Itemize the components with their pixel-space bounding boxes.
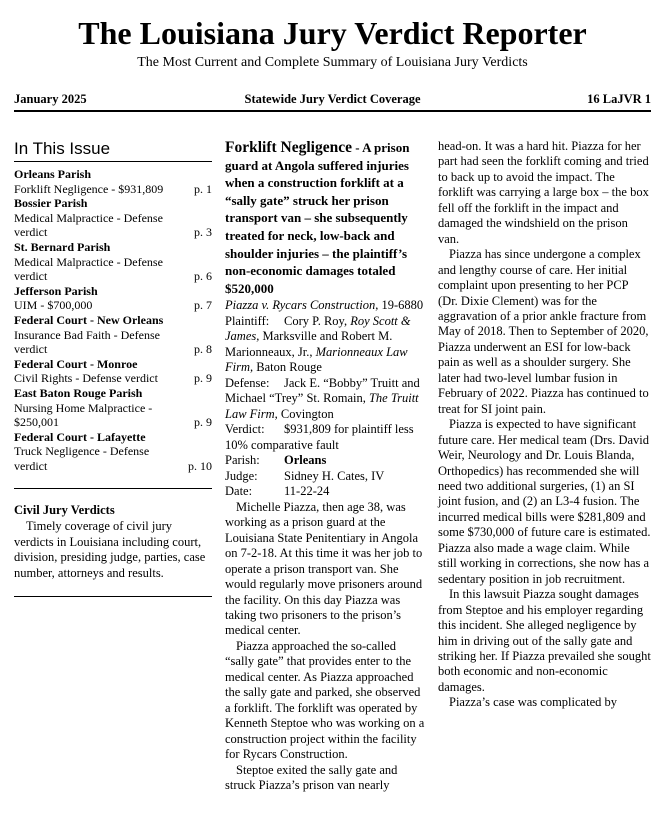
plaintiff-attorney: Cory P. Roy, (284, 313, 351, 328)
verdict-label: Verdict: (225, 422, 265, 437)
case-name: Piazza v. Rycars Construction (225, 298, 376, 313)
verdict-value: $931,809 for plaintiff less 10% comparative fault (225, 422, 414, 452)
toc-entry (14, 240, 212, 284)
toc-entry (14, 196, 212, 240)
toc-case (14, 211, 212, 240)
plaintiff-firm-1: Roy Scott & James, (225, 313, 411, 344)
toc-case (14, 328, 212, 357)
toc-case (14, 182, 212, 197)
toc-case (14, 371, 212, 386)
plaintiff-city: Baton Rouge (253, 360, 322, 375)
toc-page-number: p. 9 (194, 415, 212, 430)
date-value: 11-22-24 (284, 484, 330, 499)
divider (14, 596, 212, 597)
toc-case (14, 444, 212, 473)
toc-case-title: Forklift Negligence - $931,809 (14, 181, 164, 196)
plaintiff-line (225, 314, 426, 376)
toc-entry (14, 430, 212, 474)
toc-entry (14, 167, 212, 196)
page-title: The Louisiana Jury Verdict Reporter (78, 15, 587, 51)
parish-label: Parish: (225, 453, 260, 468)
article-paragraph: Piazza approached the so-called “sally gate” that provides enter to the medical center. As Piazza approached the sally gate and parked, she observed a forklift. The forklift was operated by Kenneth Steptoe who was working on a construction project within the facility for Rycars Construction. (225, 638, 425, 762)
toc-court: Bossier Parish (14, 196, 88, 211)
toc-entry (14, 313, 212, 357)
toc-page-number: p. 6 (194, 269, 212, 284)
toc-page-number: p. 8 (194, 342, 212, 357)
verdict-line (225, 422, 426, 453)
defense-label: Defense: (225, 375, 270, 390)
article-paragraph: Piazza’s case was complicated by (449, 695, 617, 710)
blurb-title: Civil Jury Verdicts (14, 503, 115, 518)
header-bar (14, 92, 651, 112)
article-paragraph: head-on. It was a hard hit. Piazza for her part had seen the forklift coming and tried to back up to avoid the impact. The forklift was carrying a large box – the box fell off the forklift in the impact and damaged the windshield on the prison van. (438, 139, 649, 246)
content-columns (14, 139, 651, 793)
toc-case-title: Civil Rights - Defense verdict (14, 371, 158, 386)
judge-value: Sidney H. Cates, IV (284, 468, 385, 483)
headline-summary: - A prison guard at Angola suffered injuries when a construction forklift at a “sally gate” struck her prison transport van – she subsequently treated for neck, low-back and shoulder injuries – the plaintiff’s non-economic damages totaled $520,000 (225, 140, 410, 296)
toc-case (14, 298, 212, 313)
toc-page-number: p. 10 (188, 458, 212, 473)
toc-entry (14, 386, 212, 430)
defense-attorneys: Jack E. “Bobby” Truitt and Michael “Trey” St. Romain, (225, 375, 420, 406)
toc-court: Federal Court - Monroe (14, 356, 138, 371)
toc-court: Federal Court - Lafayette (14, 429, 146, 444)
toc-court: Federal Court - New Orleans (14, 312, 164, 327)
toc-page-number: p. 9 (194, 371, 212, 386)
toc-court: St. Bernard Parish (14, 239, 111, 254)
case-citation (225, 298, 426, 314)
article-column-2 (438, 139, 651, 793)
page-subtitle: The Most Current and Complete Summary of Louisiana Jury Verdicts (137, 55, 528, 70)
headline-lead: Forklift Negligence (225, 139, 352, 156)
toc-case-title: Medical Malpractice - Defense verdict (14, 254, 163, 284)
divider (14, 488, 212, 489)
toc-court: Orleans Parish (14, 167, 91, 181)
case-number: , 19-6880 (375, 298, 424, 313)
date-label: Date: (225, 484, 253, 499)
article-column-1 (225, 139, 426, 793)
defense-firm: The Truitt Law Firm, (225, 391, 419, 421)
defense-city: Covington (277, 406, 334, 421)
toc-entry (14, 284, 212, 313)
plaintiff-firm-2: Marionneaux Law Firm, (225, 344, 408, 375)
toc-list (14, 167, 212, 473)
toc-case-title: Truck Negligence - Defense verdict (14, 444, 150, 473)
toc-case-title: Medical Malpractice - Defense verdict (14, 210, 163, 240)
toc-case-title: UIM - $700,000 (14, 298, 93, 313)
plaintiff-attorney-2: Marksville and Robert M. Marionneaux, Jr., (225, 329, 393, 359)
toc-court: East Baton Rouge Parish (14, 385, 143, 400)
plaintiff-label: Plaintiff: (225, 313, 270, 328)
defense-line (225, 376, 426, 423)
toc-case-title: Insurance Bad Faith - Defense verdict (14, 327, 160, 357)
article-paragraph: Piazza is expected to have significant future care. Her medical team (Drs. David Weir, Neurology and Dr. Louis Blanda, Orthopedics) has recommended she will need two additional surgeries, (1) an SI joint fusion, and (2) an L3-4 fusion. The incurred medical bills were $281,809 and some $730,000 of future care is estimated. Piazza also made a wage claim. While still working in corrections, she now has a sedentary position in job recruitment. (438, 417, 651, 586)
blurb-text: Timely coverage of civil jury verdicts in Louisiana including court, division, presiding judge, parties, case number, attorneys and results. (14, 519, 206, 580)
masthead (14, 14, 651, 71)
toc-case (14, 401, 212, 430)
parish-value: Orleans (284, 453, 327, 468)
toc-page-number: p. 1 (194, 181, 212, 196)
toc-case (14, 255, 212, 284)
toc-page-number: p. 7 (194, 298, 212, 313)
volume-number: 16 LaJVR 1 (587, 92, 652, 106)
toc-court: Jefferson Parish (14, 283, 98, 298)
toc-title: In This Issue (14, 139, 212, 162)
article-headline (225, 139, 426, 297)
toc-entry (14, 357, 212, 386)
parish-line (225, 453, 426, 469)
article-paragraph: In this lawsuit Piazza sought damages from Steptoe and his employer regarding this incident. She alleged negligence by him in driving out of the sally gate and striking her. If Piazza prevailed she sought both economic and non-economic damages. (438, 587, 651, 694)
article-paragraph: Steptoe exited the sally gate and struck Piazza’s prison van nearly (225, 762, 398, 792)
toc-case-title: Nursing Home Malpractice - $250,001 (14, 400, 153, 430)
article-paragraph: Piazza has since undergone a complex and lengthy course of care. Her initial complaint upon presenting to her PCP (Dr. Dixie Clement) was for the aggravation of a prior ankle fracture from May of 2018. Then to September of 2020, Piazza underwent an ESI for low-back pain as well as a shoulder surgery. She later had two-level lumbar fusion in February of 2022. Piazza has continued to treat for SI joint pain. (438, 247, 649, 416)
coverage-title: Statewide Jury Verdict Coverage (244, 92, 421, 106)
in-this-issue-sidebar (14, 139, 212, 793)
civil-jury-verdicts-blurb (14, 503, 212, 581)
article-paragraph: Michelle Piazza, then age 38, was working as a prison guard at the Louisiana State Penitentiary in Angola on 7-2-18. At this time it was her job to operate a prison transport van. She would regularly move prisoners around the facility. On this day Piazza was taking two prisoners to the prison’s medical center. (225, 499, 423, 638)
judge-label: Judge: (225, 468, 258, 483)
issue-date: January 2025 (14, 92, 87, 106)
date-line (225, 484, 426, 500)
toc-page-number: p. 3 (194, 225, 212, 240)
judge-line (225, 469, 426, 485)
